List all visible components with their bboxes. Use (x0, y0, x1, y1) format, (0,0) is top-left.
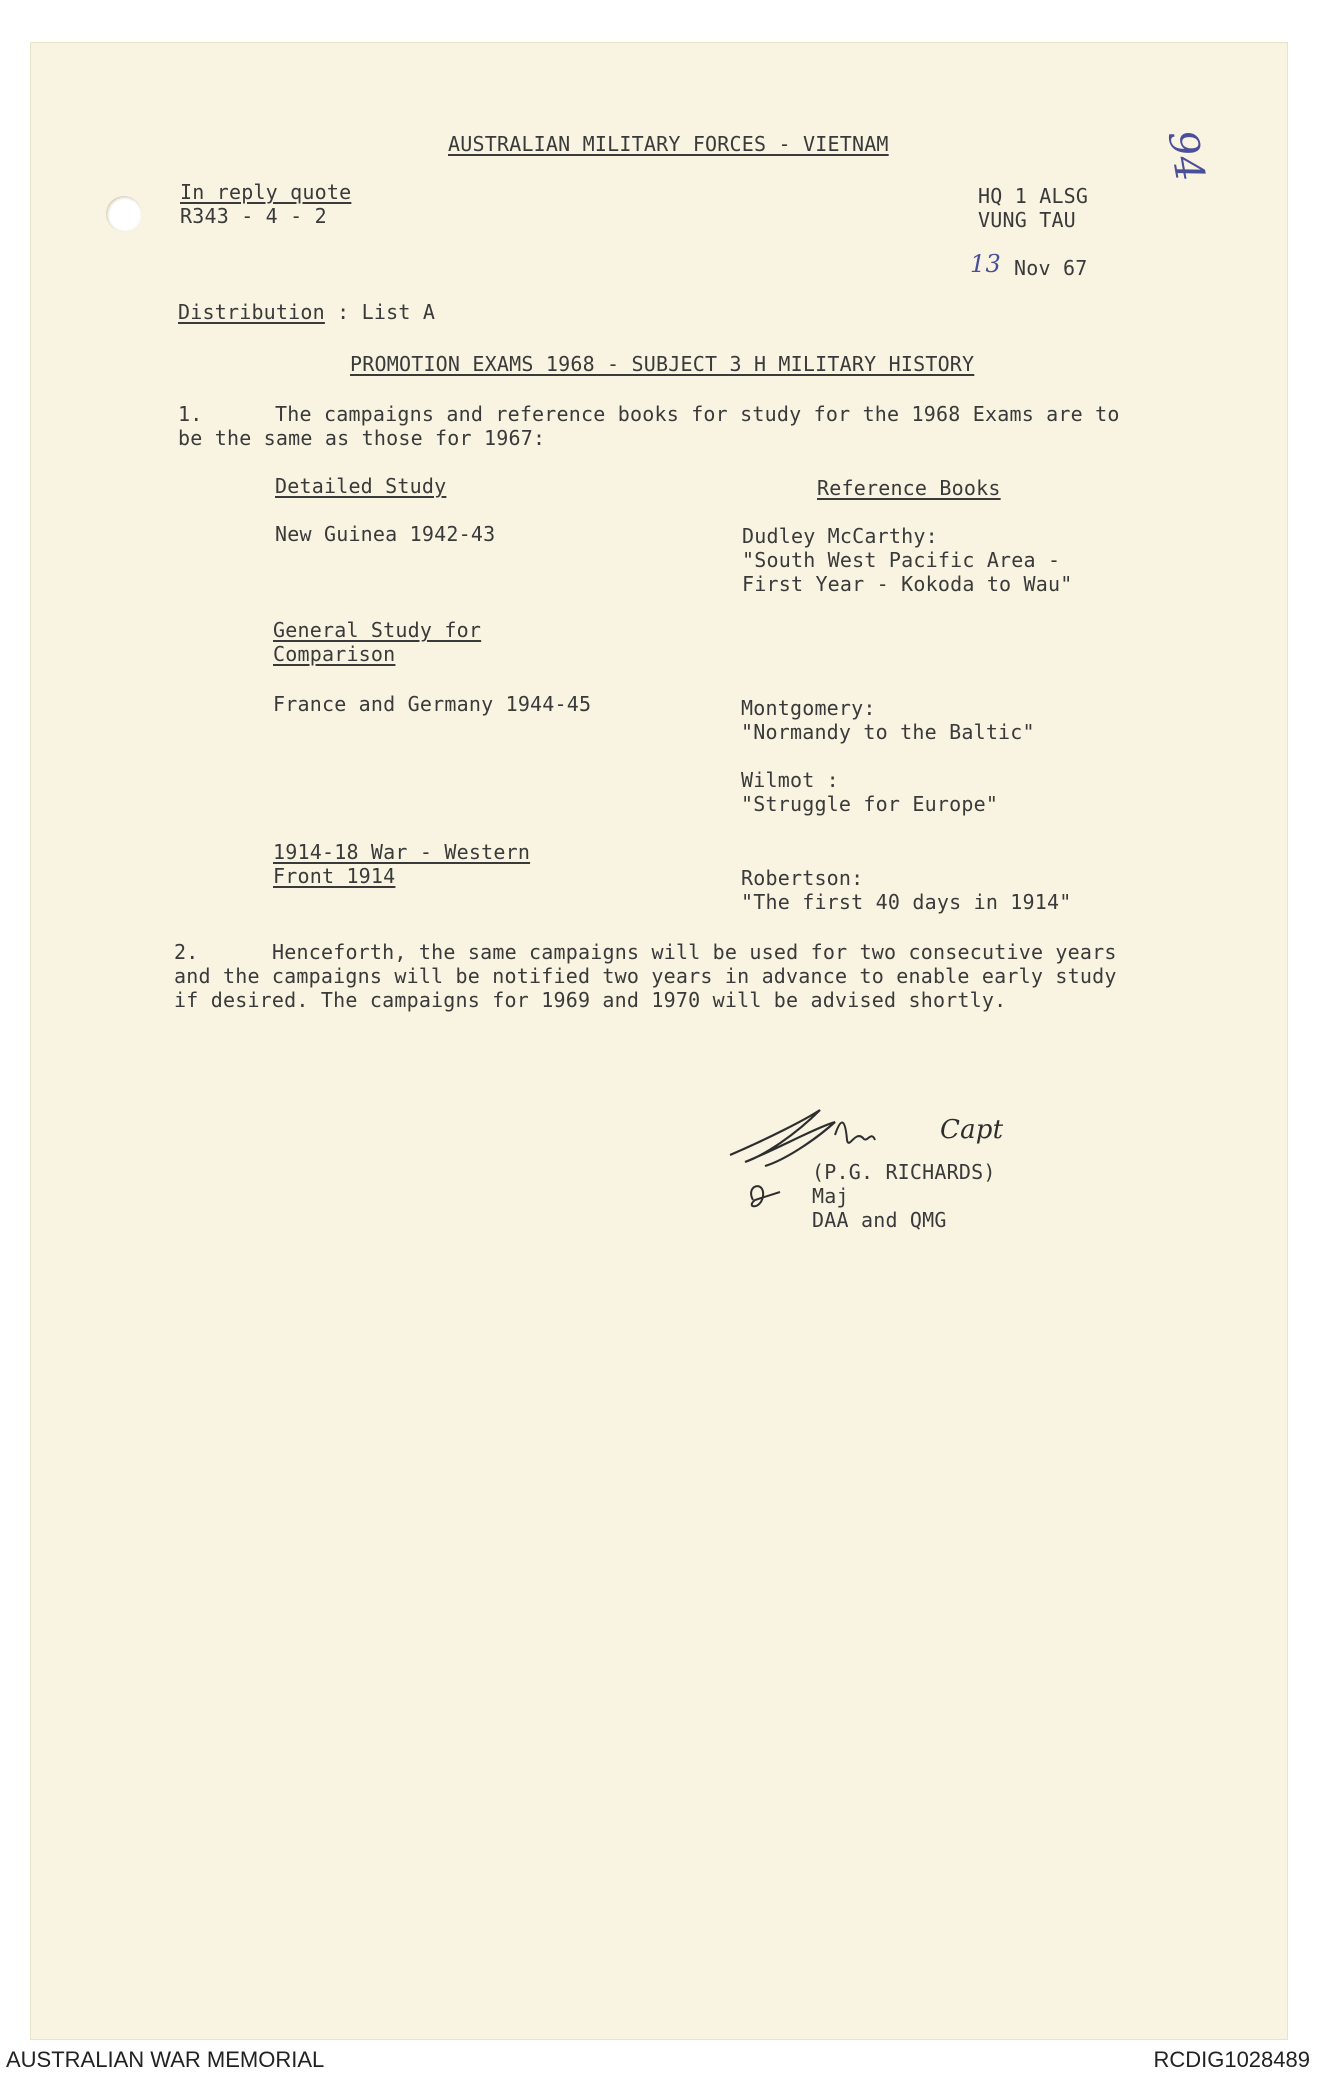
date-rest: Nov 67 (1014, 256, 1088, 280)
para2-line2: and the campaigns will be notified two years in advance to enable early study (174, 964, 1117, 988)
ref1-author: Dudley McCarthy: (742, 524, 938, 548)
ref3-author: Wilmot : (741, 768, 839, 792)
study-new-guinea: New Guinea 1942-43 (275, 522, 496, 546)
date-day: 13 (970, 250, 1001, 278)
detailed-study-header: Detailed Study (275, 474, 447, 498)
punch-hole (106, 196, 142, 232)
distribution-label: Distribution (178, 300, 325, 324)
general-study-header-line1: General Study for (273, 618, 482, 642)
war-header-line2: Front 1914 (273, 864, 396, 888)
signatory-name: (P.G. RICHARDS) (812, 1160, 996, 1184)
ref1-title-line2: First Year - Kokoda to Wau" (742, 572, 1073, 596)
para1-line1: The campaigns and reference books for study for the 1968 Exams are to (275, 402, 1120, 426)
hq-name: HQ 1 ALSG (978, 184, 1089, 208)
signatory-rank: Maj (812, 1184, 849, 1208)
general-study-header-line2: Comparison (273, 642, 396, 666)
signature-annotation: Capt (940, 1115, 1004, 1145)
footer-institution: AUSTRALIAN WAR MEMORIAL (6, 2047, 325, 2072)
ref4-author: Robertson: (741, 866, 864, 890)
paper-sheet (30, 42, 1288, 2040)
para2-line3: if desired. The campaigns for 1969 and 1970 will be advised shortly. (174, 988, 1007, 1012)
para2-line1: Henceforth, the same campaigns will be used for two consecutive years (272, 940, 1117, 964)
para1-number: 1. (178, 402, 203, 426)
ref4-title: "The first 40 days in 1914" (741, 890, 1072, 914)
distribution-value: : List A (337, 300, 436, 324)
signatory-title: DAA and QMG (812, 1208, 947, 1232)
footer-record-id: RCDIG1028489 (1153, 2047, 1310, 2072)
ref1-title-line1: "South West Pacific Area - (742, 548, 1061, 572)
document-heading: AUSTRALIAN MILITARY FORCES - VIETNAM (448, 132, 889, 156)
reference-number: R343 - 4 - 2 (180, 204, 327, 228)
reference-books-header: Reference Books (817, 476, 1001, 500)
para1-line2: be the same as those for 1967: (178, 426, 546, 450)
para2-number: 2. (174, 940, 199, 964)
page-number: 94 (1158, 126, 1213, 186)
reply-label: In reply quote (180, 180, 352, 204)
ref2-title: "Normandy to the Baltic" (741, 720, 1035, 744)
hq-location: VUNG TAU (978, 208, 1076, 232)
war-header-line1: 1914-18 War - Western (273, 840, 531, 864)
ref3-title: "Struggle for Europe" (741, 792, 999, 816)
subject-line: PROMOTION EXAMS 1968 - SUBJECT 3 H MILITARY HISTORY (350, 352, 975, 376)
study-france-germany: France and Germany 1944-45 (273, 692, 592, 716)
ref2-author: Montgomery: (741, 696, 876, 720)
